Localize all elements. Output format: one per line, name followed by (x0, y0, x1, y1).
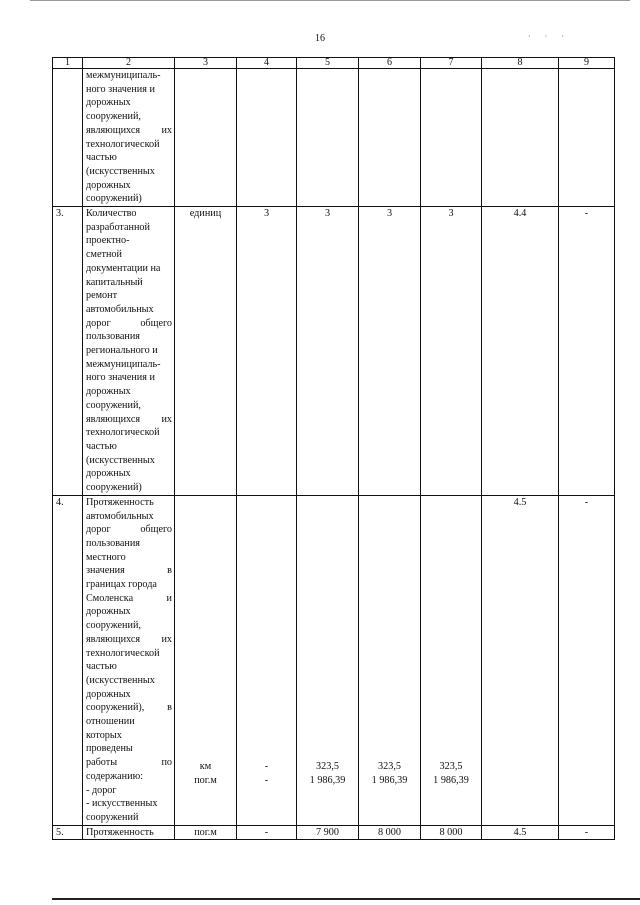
name-line: сооружений, (86, 399, 141, 411)
value-cell (482, 69, 559, 207)
row-number: 4. (53, 495, 83, 825)
scan-edge-bottom (52, 898, 640, 900)
name-line: (искусственных (86, 674, 155, 686)
name-line: работы по (86, 757, 172, 769)
name-line: являющихся их (86, 413, 172, 425)
name-line: технологической (86, 647, 160, 659)
name-line: (искусственных (86, 454, 155, 466)
value-cell: - (237, 825, 297, 840)
name-line: - дорог (86, 784, 117, 796)
row-number: 5. (53, 825, 83, 840)
name-line: дорог общего (86, 317, 172, 329)
name-line: сметной (86, 249, 122, 261)
name-line: капитальный (86, 276, 143, 288)
unit-cell (175, 495, 237, 825)
value-cell: 4.4 (482, 207, 559, 496)
value-roads: 323,5 (439, 760, 463, 772)
name-line: проведены (86, 743, 133, 755)
name-line: дорожных (86, 97, 131, 109)
row-name (83, 495, 175, 825)
name-line: дорожных (86, 468, 131, 480)
value-cell (421, 495, 482, 825)
name-line: ремонт (86, 290, 118, 302)
table-row (53, 495, 615, 825)
name-line: частью (86, 440, 117, 452)
name-line: Количество (86, 208, 137, 220)
value-cell (297, 69, 359, 207)
name-line: дорог общего (86, 524, 172, 536)
column-header: 2 (83, 58, 175, 69)
name-line: сооружений) (86, 482, 142, 494)
table-row (53, 207, 615, 496)
name-line: значения в (86, 565, 172, 577)
value-structures: 1 986,39 (371, 774, 408, 786)
name-line: частью (86, 152, 117, 164)
data-table (52, 57, 615, 840)
value-cell: 7 900 (297, 825, 359, 840)
unit-km: км (199, 760, 212, 772)
name-line: дорожных (86, 606, 131, 618)
value-structures: 1 986,39 (309, 774, 346, 786)
name-line: ного значения и (86, 83, 155, 95)
table-row (53, 825, 615, 840)
name-line: - искусственных (86, 798, 158, 810)
cell-spacer (239, 496, 294, 760)
unit-cell: единиц (175, 207, 237, 496)
row-name (83, 207, 175, 496)
name-line: являющихся их (86, 124, 172, 136)
name-line: пользования (86, 331, 140, 343)
name-line: границах города (86, 579, 157, 591)
value-cell: 8 000 (359, 825, 421, 840)
value-roads: 323,5 (378, 760, 401, 772)
name-line: Протяженность (86, 826, 154, 838)
name-line: отношении (86, 716, 135, 728)
value-cell: 4.5 (482, 825, 559, 840)
name-line: местного (86, 551, 126, 563)
row-name (83, 825, 175, 840)
row-name (83, 69, 175, 207)
column-header: 1 (53, 58, 83, 69)
cell-spacer (361, 496, 418, 760)
value-roads: 323,5 (316, 760, 339, 772)
name-line: межмуниципаль- (86, 70, 161, 81)
name-line: Протяженность (86, 496, 154, 508)
value-cell (237, 69, 297, 207)
name-line: технологической (86, 138, 160, 150)
table-header-row (53, 58, 615, 69)
value-cell: 3 (359, 207, 421, 496)
scan-specks: · · · (528, 32, 570, 41)
value-cell (297, 495, 359, 825)
value-cell (359, 495, 421, 825)
value-cell: - (559, 825, 615, 840)
name-line: регионального и (86, 345, 158, 357)
column-header: 5 (297, 58, 359, 69)
name-line: которых (86, 729, 122, 741)
value-structures: - (264, 774, 269, 786)
value-cell (237, 495, 297, 825)
column-header: 9 (559, 58, 615, 69)
name-line: дорожных (86, 386, 131, 398)
value-cell: 3 (297, 207, 359, 496)
name-line: разработанной (86, 221, 150, 233)
name-line: технологической (86, 427, 160, 439)
name-line: (искусственных (86, 165, 155, 177)
scan-edge-top (30, 0, 630, 1)
value-cell: - (559, 495, 615, 825)
value-cell (559, 69, 615, 207)
column-header: 3 (175, 58, 237, 69)
name-line: автомобильных (86, 303, 154, 315)
name-line: сооружений) (86, 193, 142, 205)
name-line: являющихся их (86, 633, 172, 645)
name-line: содержанию: (86, 770, 144, 782)
name-line: сооружений (86, 811, 139, 823)
unit-cell: пог.м (175, 825, 237, 840)
cell-spacer (423, 496, 479, 760)
value-cell: 4.5 (482, 495, 559, 825)
name-line: Смоленска и (86, 592, 172, 604)
name-line: дорожных (86, 688, 131, 700)
table-row (53, 69, 615, 207)
name-line: проектно- (86, 235, 130, 247)
value-structures: 1 986,39 (433, 774, 469, 786)
column-header: 7 (421, 58, 482, 69)
name-line: ного значения и (86, 372, 155, 384)
name-line: сооружений), в (86, 702, 172, 714)
value-cell: 3 (237, 207, 297, 496)
row-number (53, 69, 83, 207)
name-line: дорожных (86, 179, 131, 191)
unit-cell (175, 69, 237, 207)
column-header: 8 (482, 58, 559, 69)
column-header: 4 (237, 58, 297, 69)
value-cell: 8 000 (421, 825, 482, 840)
value-cell (421, 69, 482, 207)
name-line: автомобильных (86, 510, 154, 522)
name-line: сооружений, (86, 620, 141, 632)
value-roads: - (264, 760, 269, 772)
cell-spacer (299, 496, 356, 760)
value-cell: 3 (421, 207, 482, 496)
name-line: частью (86, 661, 117, 673)
column-header: 6 (359, 58, 421, 69)
value-cell (359, 69, 421, 207)
name-line: межмуниципаль- (86, 358, 161, 370)
name-line: документации на (86, 262, 161, 274)
row-number: 3. (53, 207, 83, 496)
name-line: сооружений, (86, 111, 141, 123)
page-number: 16 (315, 33, 325, 44)
cell-spacer (177, 496, 234, 760)
unit-pog-m: пог.м (194, 774, 217, 786)
value-cell: - (559, 207, 615, 496)
name-line: пользования (86, 537, 140, 549)
